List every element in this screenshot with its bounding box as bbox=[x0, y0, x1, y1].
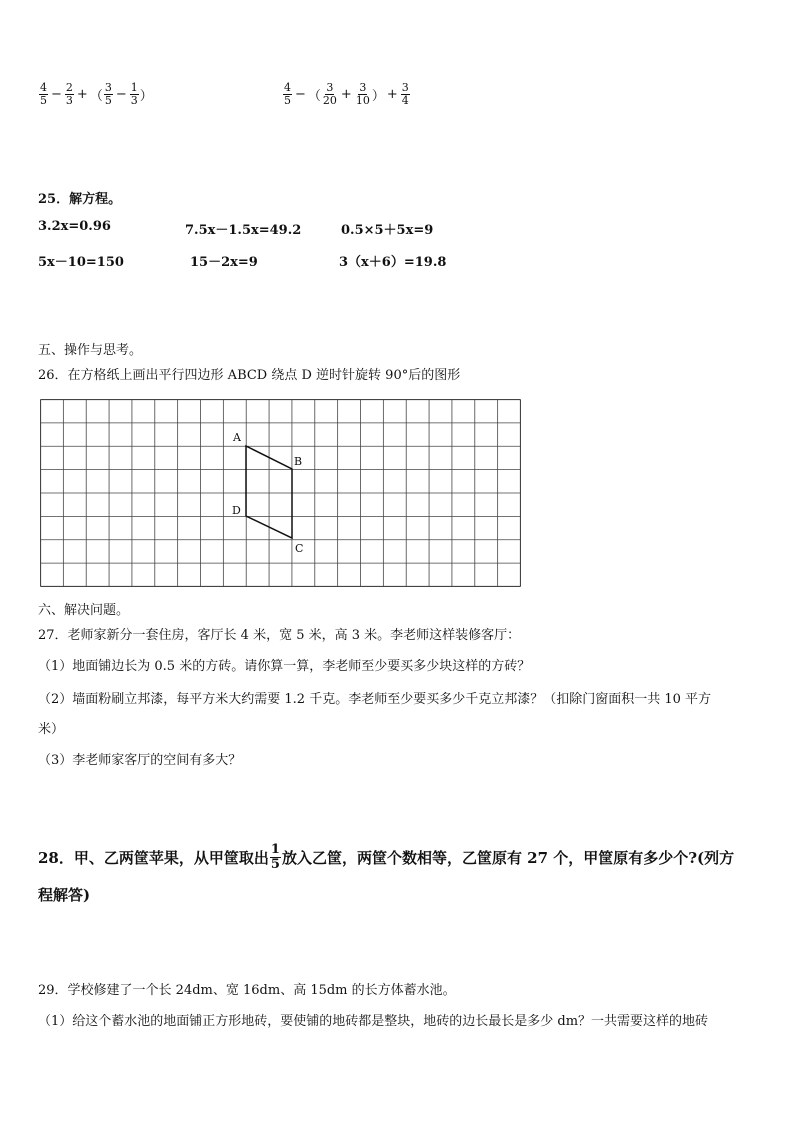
q25-title: 25．解方程。 bbox=[38, 192, 122, 207]
q28-line2: 程解答) bbox=[38, 886, 91, 904]
q27-part1: （1）地面铺边长为 0.5 米的方砖。请你算一算，李老师至少要买多少块这样的方砖？ bbox=[38, 659, 531, 674]
label-d: D bbox=[232, 504, 241, 517]
q26-title: 26．在方格纸上画出平行四边形 ABCD 绕点 D 逆时针旋转 90°后的图形 bbox=[38, 368, 461, 383]
fraction: $\frac{3}{4}$ bbox=[401, 81, 409, 107]
fraction: $\frac{4}{5}$ bbox=[284, 81, 291, 107]
fraction: $\frac{3}{10}$ bbox=[355, 81, 370, 107]
q28-line1: 28．甲、乙两筐苹果，从甲筐取出 $\frac{1}{5}$ 放入乙筐，两筐个数相等，乙筐原有 27 个，甲筐原有多少个?(列方 bbox=[38, 842, 735, 872]
label-b: B bbox=[294, 455, 303, 468]
fraction: $\frac{2}{3}$ bbox=[65, 81, 73, 107]
expression-2: $\frac{4}{5}$ − （ $\frac{3}{20}$ + $\frac{3}{10}$ ） + $\frac{3}{4}$ bbox=[284, 81, 409, 107]
q27-part2-cont: 米） bbox=[38, 722, 65, 737]
section-heading: 五、操作与思考。 bbox=[38, 343, 143, 358]
q29-title: 29．学校修建了一个长 24dm、宽 16dm、高 15dm 的长方体蓄水池。 bbox=[38, 983, 456, 998]
fraction: $\frac{1}{5}$ bbox=[270, 842, 280, 872]
equation: 3.2x=0.96 bbox=[38, 219, 111, 234]
q27-title: 27．老师家新分一套住房，客厅长 4 米，宽 5 米，高 3 米。李老师这样装修客厅： bbox=[38, 628, 521, 643]
grid-paper bbox=[40, 399, 521, 587]
q29-part1: （1）给这个蓄水池的地面铺正方形地砖，要使铺的地砖都是整块，地砖的边长最长是多少 dm？一共需要这样的地砖 bbox=[38, 1014, 709, 1029]
label-a: A bbox=[233, 431, 241, 444]
equation: 3（x＋6）=19.8 bbox=[339, 255, 447, 270]
equation: 7.5x－1.5x=49.2 bbox=[185, 223, 302, 238]
section-heading: 六、解决问题。 bbox=[38, 603, 130, 618]
fraction: $\frac{4}{5}$ bbox=[40, 81, 47, 107]
equation: 15－2x=9 bbox=[190, 255, 258, 270]
label-c: C bbox=[295, 542, 304, 555]
fraction: $\frac{3}{5}$ bbox=[104, 81, 112, 107]
q27-part2: （2）墙面粉刷立邦漆，每平方米大约需要 1.2 千克。李老师至少要买多少千克立邦漆？（扣除门窗面积一共 10 平方 bbox=[38, 692, 712, 707]
grid-lines bbox=[41, 400, 521, 587]
expression-1: $\frac{4}{5}$ − $\frac{2}{3}$ + （ $\frac{3}{5}$ − $\frac{1}{3}$ ） bbox=[40, 81, 153, 107]
equation: 5x－10=150 bbox=[38, 255, 124, 270]
grid-figure bbox=[40, 399, 521, 587]
q27-part3: （3）李老师家客厅的空间有多大？ bbox=[38, 753, 242, 768]
equation: 0.5×5＋5x=9 bbox=[341, 223, 434, 238]
fraction: $\frac{3}{20}$ bbox=[322, 81, 337, 107]
fraction: $\frac{1}{3}$ bbox=[130, 81, 138, 107]
